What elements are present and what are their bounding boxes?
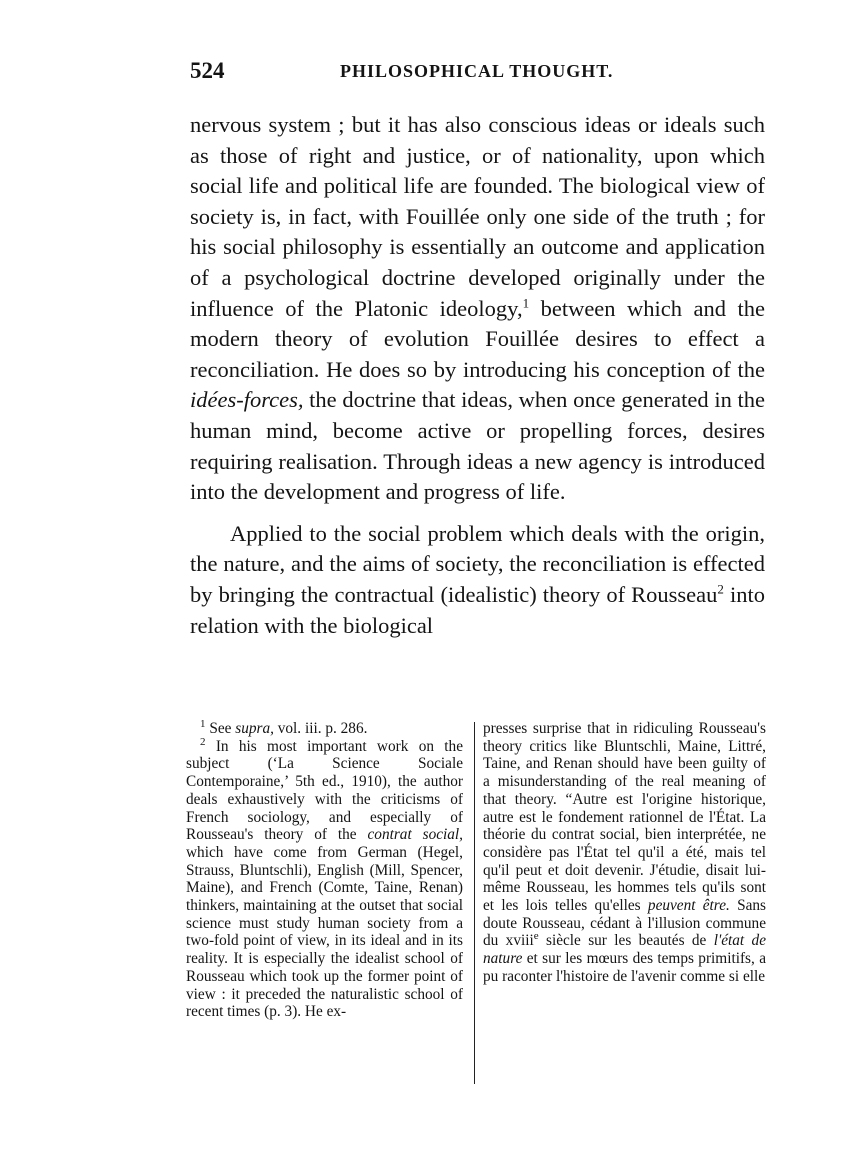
- footnote-ref-1: 1: [522, 295, 530, 311]
- footnote-2-continued: presses surprise that in ridiculing Rousseau's theory critics like Bluntschli, Maine, Littré, Taine, and Renan should have been guilty of a misunderstanding of the real meaning of that theory. “Autre est l'origine historique, autre est le fondement rationnel de l'État. La théorie du contrat social, bien interprétée, ne considère pas l'État tel qu'il a été, mais tel qu'il peut et doit devenir. J'étudie, disait lui-même Rousseau, les hommes tels qu'ils sont et les lois telles qu'elles peuvent être. Sans doute Rousseau, cédant à l'illusion commune du xviii$^e$ siècle sur les beautés de l'état de nature et sur les mœurs des temps primitifs, a pu raconter l'histoire de l'avenir comme si elle: [483, 720, 766, 985]
- page-number: 524: [190, 58, 225, 83]
- page-header: [190, 58, 765, 88]
- running-title: PHILOSOPHICAL THOUGHT.: [340, 61, 614, 81]
- footnote-2: $^2$ In his most important work on the subject (‘La Science Sociale Contemporaine,’ 5th ed., 1910), the author deals exhaustively with the criticisms of French sociology, and especially of Rousseau's theory of the contrat social, which have come from German (Hegel, Strauss, Bluntschli), English (Mill, Spencer, Maine), and French (Comte, Taine, Renan) thinkers, maintaining at the outset that social science must study human society from a two-fold point of view, in its ideal and in its reality. It is especially the idealist school of Rousseau which took up the former point of view : it preceded the naturalistic school of recent times (p. 3). He ex-: [186, 735, 463, 1021]
- column-divider: [474, 722, 475, 1084]
- paragraph-1: nervous system ; but it has also conscious ideas or ideals such as those of right and justice, or of nationality, upon which social life and political life are founded. The biological view of society is, in fact, with Fouillée only one side of the truth ; for his social philosophy is essentially an outcome and application of a psychological doctrine developed originally under the influence of the Platonic ideology,$^1$ between which and the modern theory of evolution Fouillée desires to effect a reconciliation. He does so by introducing his conception of the idées-forces, the doctrine that ideas, when once generated in the human mind, become active or propelling forces, desires requiring realisation. Through ideas a new agency is introduced into the development and progress of life.: [190, 112, 765, 505]
- paragraph-2: Applied to the social problem which deals with the origin, the nature, and the aims of society, the reconciliation is effected by bringing the contractual (idealistic) theory of Rousseau$^2$ into relation with the biological: [190, 520, 765, 638]
- italic-term: idées-forces,: [190, 387, 304, 413]
- footnote-ref-2: 2: [717, 581, 724, 597]
- footnote-column-left: [186, 717, 463, 1021]
- main-text: [190, 110, 765, 641]
- footnote-column-right: [483, 720, 766, 986]
- footnotes: [186, 717, 766, 1090]
- footnote-1: $^1$ See supra, vol. iii. p. 286.: [200, 717, 368, 737]
